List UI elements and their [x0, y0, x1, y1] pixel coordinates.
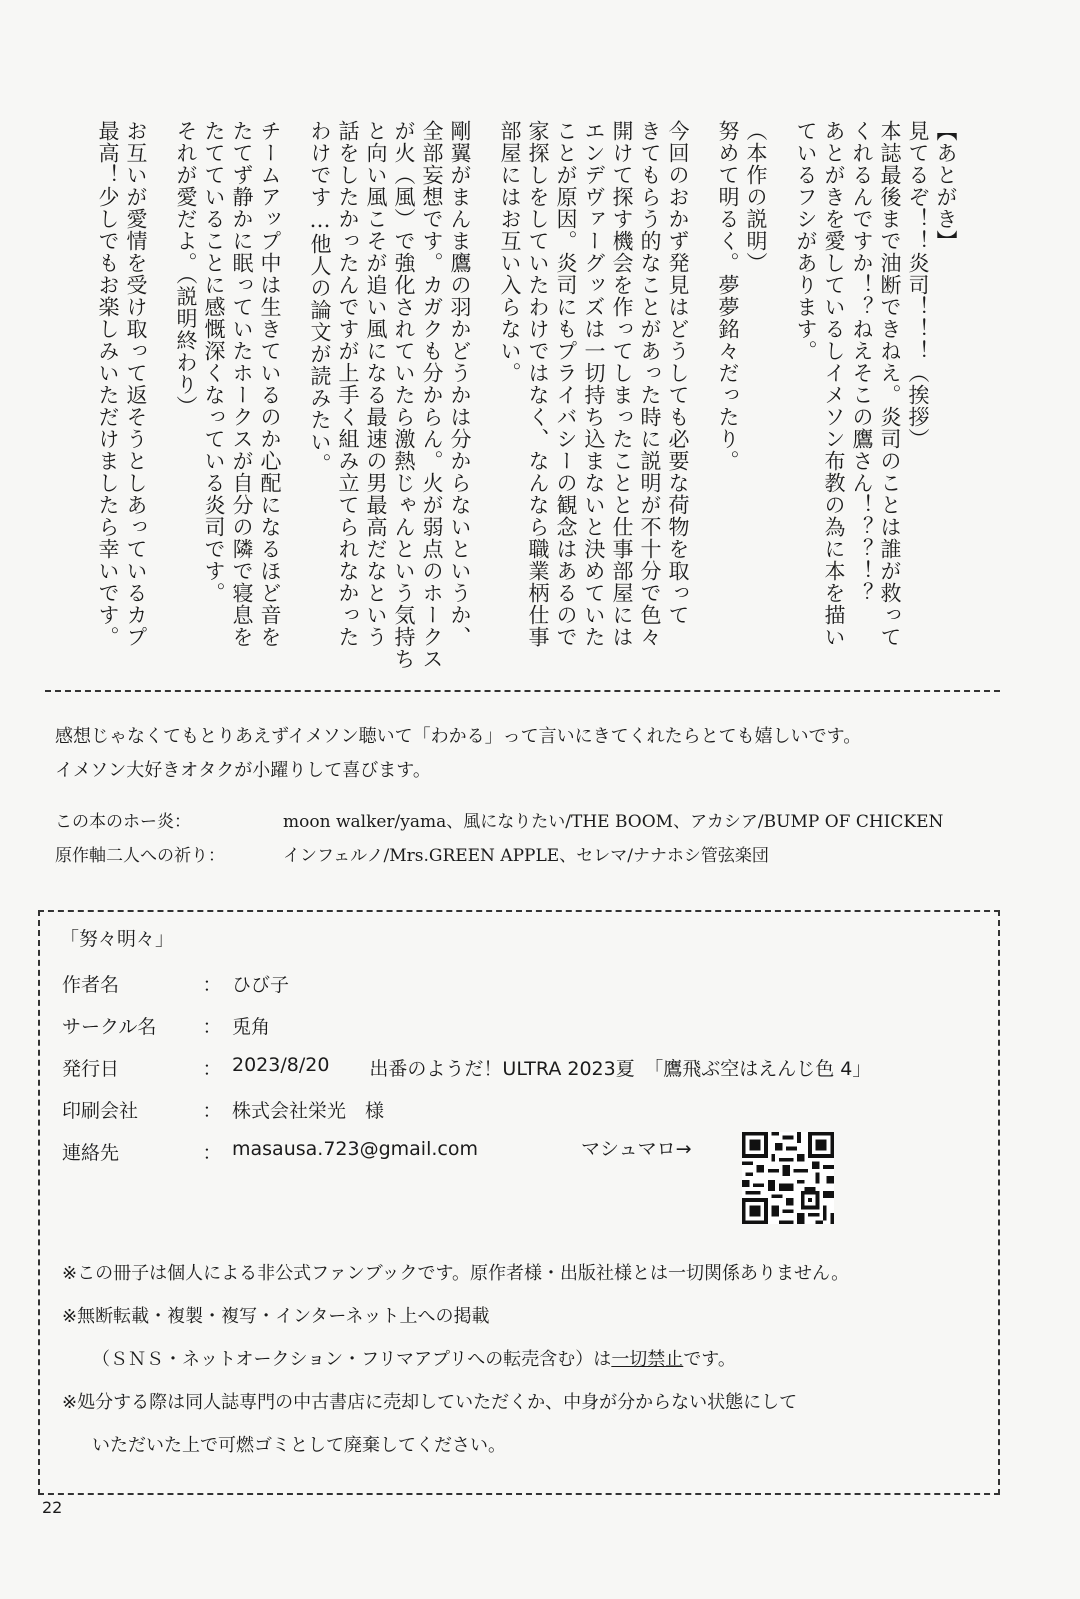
contact-email: masausa.723@gmail.com	[232, 1138, 478, 1160]
afterword-vertical-text	[96, 120, 960, 670]
afterword-line: 家探しをしていたわけではなく、なんなら職業柄仕事	[526, 120, 550, 648]
afterword-line: それが愛だよ。（説明終わり）	[174, 120, 198, 418]
event-value: 出番のようだ！ULTRA 2023夏 「鷹飛ぶ空はえんじ色 4」	[369, 1058, 872, 1080]
note-line: ※この冊子は個人による非公式ファンブックです。原作者様・出版社様とは一切関係ありません。	[62, 1263, 850, 1284]
colon: ：	[202, 1142, 222, 1164]
dashed-divider	[45, 690, 1000, 692]
marshmallow-label: マシュマロ→	[581, 1138, 692, 1160]
afterword-line: ているフシがあります。	[794, 120, 818, 362]
colon: ：	[202, 974, 222, 996]
afterword-line: （本作の説明）	[744, 120, 768, 274]
paragraph-gap	[770, 120, 792, 660]
reader-message	[55, 720, 1015, 788]
afterword-line: 開けて探す機会を作ってしまったことと仕事部屋には	[610, 120, 634, 648]
qr-code-icon[interactable]	[742, 1132, 834, 1224]
note-text: です。	[683, 1349, 736, 1370]
afterword-line: 部屋にはお互い入らない。	[498, 120, 522, 384]
note-underlined: 一切禁止	[611, 1349, 684, 1370]
circle-row	[62, 1012, 270, 1039]
afterword-line: エンデヴァーグッズは一切持ち込まないと決めていた	[582, 120, 606, 648]
songs-row	[55, 839, 1015, 873]
printer-row	[62, 1096, 384, 1123]
colophon-box	[38, 910, 1000, 1495]
author-row	[62, 970, 289, 997]
afterword-line: 本誌最後まで油断できねえ。炎司のことは誰が救って	[878, 120, 902, 648]
afterword-line: 話をしたかったんですが上手く組み立てられなかった	[336, 120, 360, 648]
colon: ：	[202, 1016, 222, 1038]
date-label: 発行日	[62, 1058, 120, 1080]
afterword-line: わけです…他人の論文が読みたい。	[308, 120, 332, 475]
paragraph-gap	[284, 120, 306, 660]
note-line: ※処分する際は同人誌専門の中古書店に売却していただくか、中身が分からない状態にして	[62, 1392, 798, 1413]
note-text: （ＳＮＳ・ネットオークション・フリマアプリへの転売含む）は	[92, 1349, 612, 1370]
printer-label: 印刷会社	[62, 1100, 139, 1122]
afterword-line: 今回のおかず発見はどうしても必要な荷物を取って	[666, 120, 690, 626]
afterword-line: あとがきを愛しているしイメソン布教の為に本を描い	[822, 120, 846, 648]
afterword-heading: 【あとがき】	[934, 120, 958, 252]
songs-label: この本のホー炎：	[55, 812, 191, 832]
colon: ：	[202, 1100, 222, 1122]
paragraph-gap	[692, 120, 714, 660]
songs-row	[55, 805, 1015, 839]
book-title: 「努々明々」	[60, 928, 175, 950]
paragraph-gap	[150, 120, 172, 660]
page-number: 22	[42, 1498, 63, 1517]
afterword-line: ことが原因。炎司にもプライバシーの観念はあるので	[554, 120, 578, 648]
afterword-line: と向い風こそが追い風になる最速の男最高だなという	[364, 120, 388, 648]
circle-label: サークル名	[62, 1016, 157, 1038]
note-line: いただいた上で可燃ゴミとして廃棄してください。	[92, 1435, 506, 1456]
paragraph-gap	[474, 120, 496, 660]
author-label: 作者名	[62, 974, 120, 996]
afterword-line: たてず静かに眠っていたホークスが自分の隣で寝息を	[230, 120, 254, 648]
date-value: 2023/8/20	[232, 1054, 330, 1076]
note-line: ※無断転載・複製・複写・インターネット上への掲載	[62, 1306, 490, 1327]
message-line: イメソン大好きオタクが小躍りして喜びます。	[55, 760, 431, 781]
songs-label: 原作軸二人への祈り：	[55, 846, 225, 866]
date-row	[62, 1054, 871, 1081]
afterword-line: くれるんですか！？ねえそこの鷹さん！？？！？	[850, 120, 874, 604]
disclaimer-notes	[62, 1252, 982, 1467]
songs-value: moon walker/yama、風になりたい/THE BOOM、アカシア/BUMP OF CHICKEN	[283, 812, 944, 832]
afterword-line: きてもらう的なことがあった時に説明が不十分で色々	[638, 120, 662, 648]
printer-value: 株式会社栄光 様	[232, 1100, 385, 1122]
message-line: 感想じゃなくてもとりあえずイメソン聴いて「わかる」って言いにきてくれたらとても嬉しいです。	[55, 726, 862, 747]
image-songs	[55, 805, 1015, 873]
afterword-line: が火（風）で強化されていたら激熱じゃんという気持ち	[392, 120, 416, 670]
afterword-line: 見てるぞ！！炎司！！！（挨拶）	[906, 120, 930, 450]
note-line	[62, 1338, 982, 1381]
afterword-line: 最高！少しでもお楽しみいただけましたら幸いです。	[96, 120, 120, 648]
afterword-line: お互いが愛情を受け取って返そうとしあっているカプ	[124, 120, 148, 648]
contact-row	[62, 1138, 478, 1165]
afterword-line: 努めて明るく。夢夢銘々だったり。	[716, 120, 740, 472]
circle-value: 兎角	[232, 1016, 271, 1038]
afterword-line: たてていることに感慨深くなっている炎司です。	[202, 120, 226, 604]
songs-value: インフェルノ/Mrs.GREEN APPLE、セレマ/ナナホシ管弦楽団	[283, 846, 769, 866]
afterword-line: チームアップ中は生きているのか心配になるほど音を	[258, 120, 282, 648]
colon: ：	[202, 1058, 222, 1080]
afterword-line: 剛翼がまんま鷹の羽かどうかは分からないというか、	[448, 120, 472, 648]
contact-label: 連絡先	[62, 1142, 120, 1164]
afterword-line: 全部妄想です。カガクも分からん。火が弱点のホークス	[420, 120, 444, 670]
author-value: ひび子	[232, 974, 290, 996]
